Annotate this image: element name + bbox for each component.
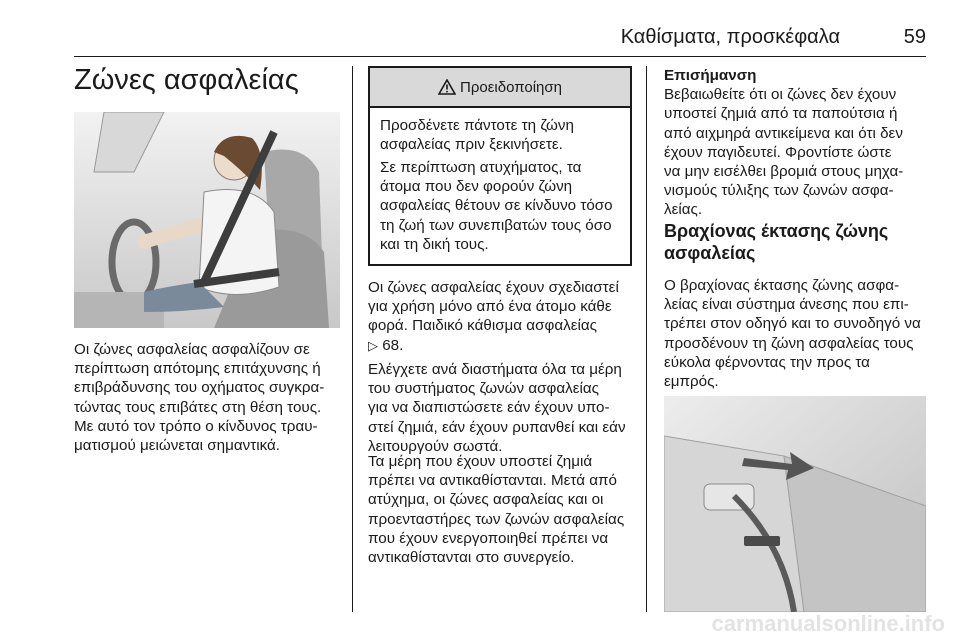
warning-paragraph-1 <box>380 116 574 154</box>
text-line: Ο βραχίονας έκτασης ζώνης ασφα- <box>664 277 900 294</box>
text-line: άτομα που δεν φορούν ζώνη <box>380 178 573 196</box>
text-line: τη ζωή των συνεπιβατών τους όσο <box>380 216 612 234</box>
text-line: για να διαπιστώσετε εάν έχουν υπο- <box>368 399 610 417</box>
text-line: νισμούς τύλιξης των ζωνών ασφα- <box>664 182 894 200</box>
belt-extender-figure <box>664 396 926 612</box>
text-line: που έχουν ενεργοποιηθεί πρέπει να <box>368 529 609 547</box>
column-divider-1 <box>352 66 353 612</box>
watermark <box>640 612 950 636</box>
text-line <box>368 336 619 355</box>
text-line: περίπτωση απότομης επιτάχυνσης ή <box>74 360 321 378</box>
seatbelt-driver-figure <box>74 112 340 328</box>
running-header-title: Καθίσματα, προσκέφαλα <box>620 26 840 48</box>
warning-title: Προειδοποίηση <box>460 78 562 96</box>
text-line: ασφαλείας θέτουν σε κίνδυνο τόσο <box>380 197 613 215</box>
text-line: ματισμού μειώνεται σημαντικά. <box>74 437 281 455</box>
text-line: Ελέγχετε ανά διαστήματα όλα τα μέρη <box>368 361 622 378</box>
text-line: φορά. Παιδικό κάθισμα ασφαλείας <box>368 317 597 335</box>
page-reference-link[interactable]: 68. <box>382 336 404 354</box>
column-divider-2 <box>646 66 647 612</box>
header-rule <box>74 56 926 57</box>
text-line: του συστήματος ζωνών ασφαλείας <box>368 380 599 398</box>
warning-triangle-icon <box>438 79 456 95</box>
text-line: λειτουργούν σωστά. <box>368 437 503 455</box>
text-line: υποστεί ζημιά από τα παπούτσια ή <box>664 105 898 123</box>
text-line: Τα μέρη που έχουν υποστεί ζημιά <box>368 453 593 470</box>
text-line: ατύχημα, οι ζώνες ασφαλείας και οι <box>368 491 604 509</box>
text-line: Σε περίπτωση ατυχήματος, τα <box>380 159 582 176</box>
text-line: Προσδένετε πάντοτε τη ζώνη <box>380 117 574 134</box>
text-line: τώντας τους επιβάτες στη θέση τους. <box>74 398 322 416</box>
text-line: στεί ζημιά, εάν έχουν ρυπανθεί και εάν <box>368 418 626 436</box>
text-line: επιβράδυνσης του οχήματος συγκρα- <box>74 379 325 397</box>
text-line: εύκολα φέρνοντας την προς τα <box>664 353 870 371</box>
text-line: ασφαλείας <box>664 243 756 263</box>
note-title: Επισήμανση <box>664 67 757 84</box>
section-title: Ζώνες ασφαλείας <box>74 64 299 96</box>
text-line: για χρήση μόνο από ένα άτομο κάθε <box>368 298 612 316</box>
text-line: εμπρός. <box>664 373 719 391</box>
note-block <box>664 66 903 220</box>
text-line: Οι ζώνες ασφαλείας ασφαλίζουν σε <box>74 341 310 358</box>
middle-paragraph-1 <box>368 278 619 355</box>
text-line: Με αυτό τον τρόπο ο κίνδυνος τραυ- <box>74 417 318 435</box>
text-line: πρέπει να αντικαθίστανται. Μετά από <box>368 472 617 490</box>
text-line: και τη δική τους. <box>380 235 489 253</box>
text-line: από αιχμηρά αντικείμενα και ότι δεν <box>664 124 903 142</box>
middle-paragraph-3 <box>368 452 624 567</box>
text-line: ασφαλείας πριν ξεκινήσετε. <box>380 136 563 154</box>
page-number: 59 <box>903 26 926 48</box>
figure1-caption <box>74 340 324 455</box>
watermark-text: carmanualsonline.info <box>711 612 945 636</box>
warning-paragraph-2 <box>380 158 613 254</box>
text-line: τρέπει στον οδηγό και το συνοδηγό να <box>664 315 921 333</box>
text-line: προσδένουν τη ζώνη ασφαλείας τους <box>664 334 914 352</box>
text-line: λείας. <box>664 201 703 219</box>
text-line: προενταστήρες των ζωνών ασφαλείας <box>368 510 625 528</box>
middle-paragraph-2 <box>368 360 626 456</box>
subsection-title <box>664 220 888 264</box>
text-line: έχουν παγιδευτεί. Φροντίστε ώστε <box>664 143 892 161</box>
warning-box <box>368 66 632 266</box>
text-line: αντικαθίστανται στο συνεργείο. <box>368 549 575 567</box>
text-line: Βραχίονας έκτασης ζώνης <box>664 221 889 241</box>
warning-header <box>370 68 630 108</box>
text-line: Βεβαιωθείτε ότι οι ζώνες δεν έχουν <box>664 86 897 104</box>
right-paragraph <box>664 276 921 391</box>
text-line: λείας είναι σύστημα άνεσης που επι- <box>664 296 909 314</box>
page-reference-arrow-icon: ▷ <box>368 337 378 353</box>
text-line: Οι ζώνες ασφαλείας έχουν σχεδιαστεί <box>368 279 619 296</box>
text-line: να μην εισέλθει βρομιά στους μηχα- <box>664 163 904 181</box>
